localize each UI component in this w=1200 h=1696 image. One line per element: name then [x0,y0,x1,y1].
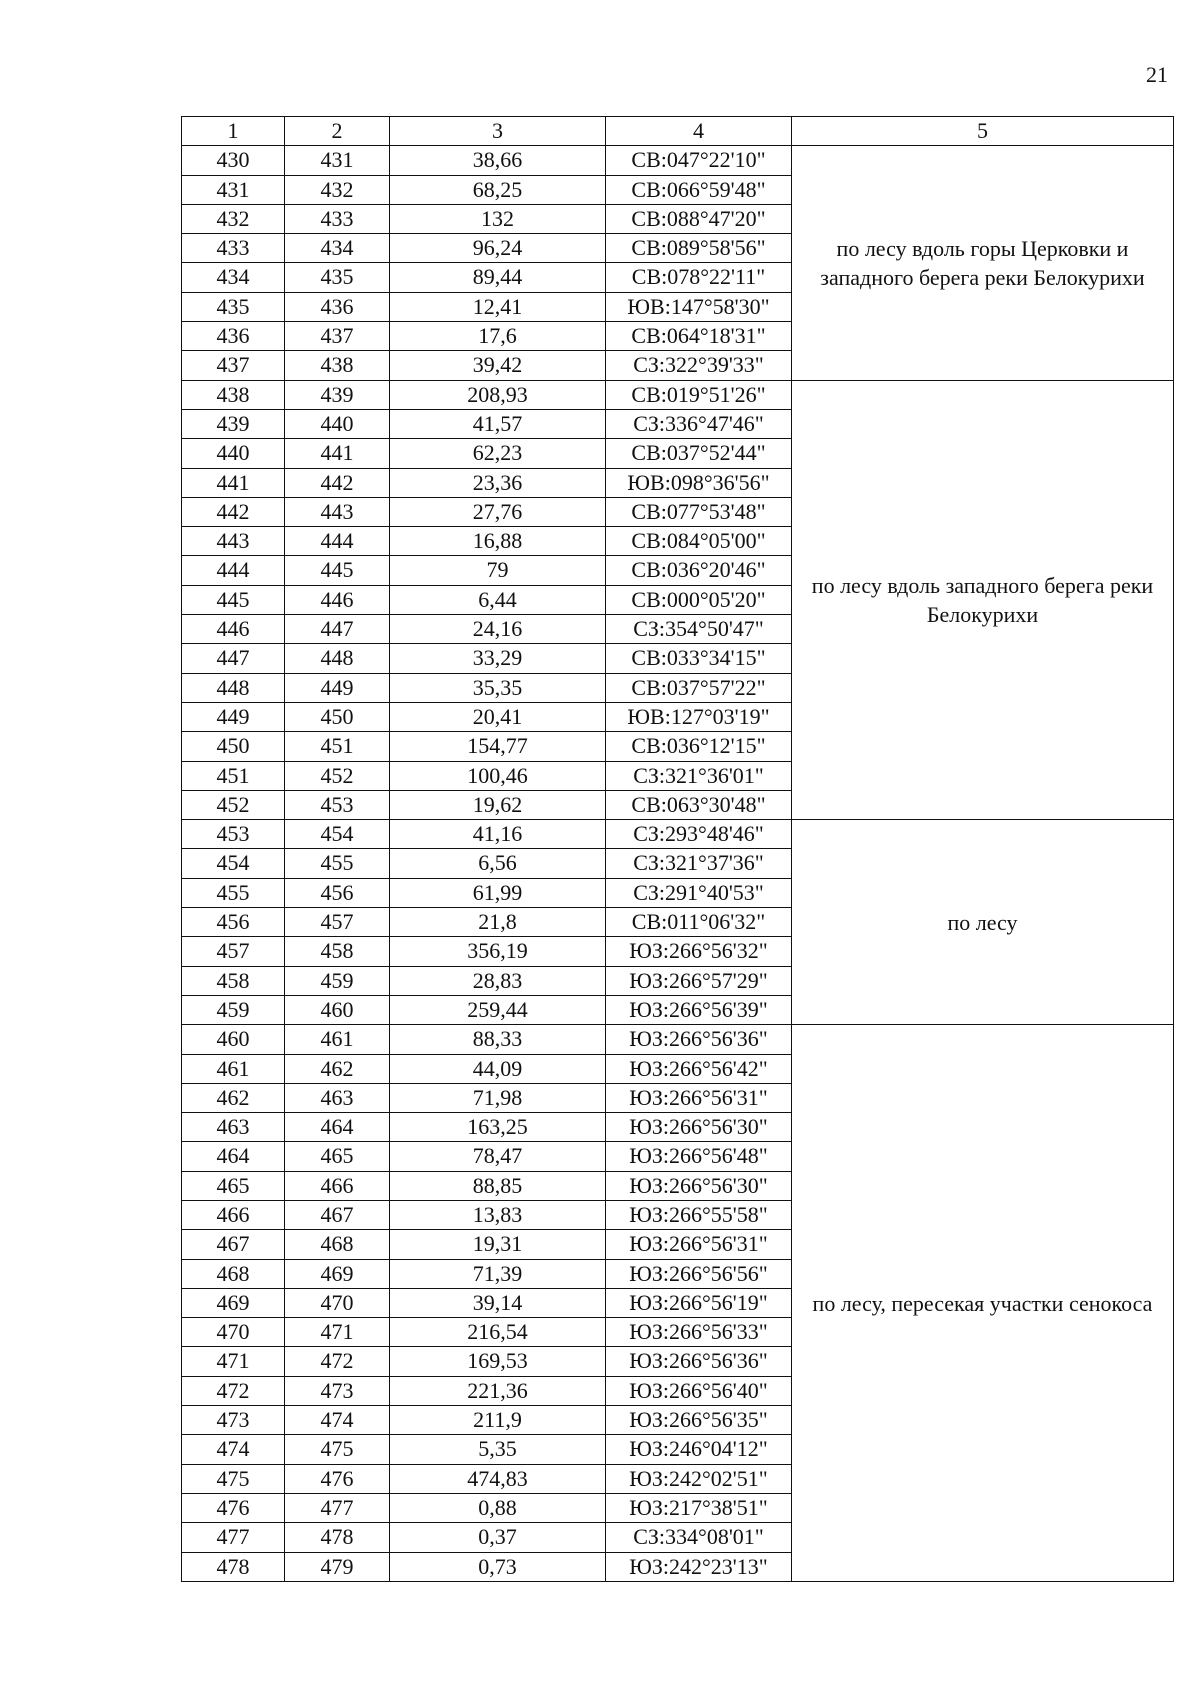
to-point-cell: 460 [285,995,390,1024]
header-col-5: 5 [792,117,1174,146]
to-point-cell: 436 [285,292,390,321]
to-point-cell: 474 [285,1406,390,1435]
distance-cell: 0,88 [390,1493,606,1522]
distance-cell: 88,85 [390,1171,606,1200]
from-point-cell: 455 [182,878,285,907]
to-point-cell: 450 [285,702,390,731]
from-point-cell: 452 [182,790,285,819]
to-point-cell: 456 [285,878,390,907]
distance-cell: 0,37 [390,1523,606,1552]
distance-cell: 79 [390,556,606,585]
bearing-cell: ЮЗ:266°57'29" [606,966,792,995]
table-row [182,380,1174,409]
distance-cell: 0,73 [390,1552,606,1581]
bearing-cell: СЗ:293°48'46" [606,820,792,849]
bearing-cell: ЮЗ:266°56'56" [606,1259,792,1288]
from-point-cell: 462 [182,1083,285,1112]
distance-cell: 6,44 [390,585,606,614]
distance-cell: 259,44 [390,995,606,1024]
to-point-cell: 443 [285,497,390,526]
distance-cell: 169,53 [390,1347,606,1376]
to-point-cell: 445 [285,556,390,585]
distance-cell: 71,39 [390,1259,606,1288]
to-point-cell: 452 [285,761,390,790]
bearing-cell: ЮЗ:246°04'12" [606,1435,792,1464]
bearing-cell: СВ:037°52'44" [606,439,792,468]
to-point-cell: 449 [285,673,390,702]
distance-cell: 19,62 [390,790,606,819]
distance-cell: 23,36 [390,468,606,497]
to-point-cell: 439 [285,380,390,409]
to-point-cell: 457 [285,908,390,937]
to-point-cell: 462 [285,1054,390,1083]
from-point-cell: 460 [182,1025,285,1054]
from-point-cell: 433 [182,234,285,263]
distance-cell: 35,35 [390,673,606,702]
from-point-cell: 471 [182,1347,285,1376]
distance-cell: 41,16 [390,820,606,849]
from-point-cell: 456 [182,908,285,937]
route-description-cell: по лесу вдоль горы Церковки и западного берега реки Белокурихи [792,146,1174,380]
distance-cell: 6,56 [390,849,606,878]
from-point-cell: 463 [182,1113,285,1142]
from-point-cell: 473 [182,1406,285,1435]
from-point-cell: 435 [182,292,285,321]
bearing-cell: СВ:047°22'10" [606,146,792,175]
from-point-cell: 467 [182,1230,285,1259]
bearing-cell: СВ:084°05'00" [606,527,792,556]
from-point-cell: 457 [182,937,285,966]
from-point-cell: 453 [182,820,285,849]
distance-cell: 28,83 [390,966,606,995]
distance-cell: 19,31 [390,1230,606,1259]
from-point-cell: 443 [182,527,285,556]
bearing-cell: ЮЗ:266°56'36" [606,1347,792,1376]
distance-cell: 38,66 [390,146,606,175]
bearing-cell: ЮЗ:217°38'51" [606,1493,792,1522]
distance-cell: 356,19 [390,937,606,966]
bearing-cell: ЮЗ:266°56'32" [606,937,792,966]
bearing-cell: ЮЗ:266°56'48" [606,1142,792,1171]
distance-cell: 88,33 [390,1025,606,1054]
bearing-cell: СЗ:321°36'01" [606,761,792,790]
distance-cell: 61,99 [390,878,606,907]
distance-cell: 163,25 [390,1113,606,1142]
to-point-cell: 432 [285,175,390,204]
distance-cell: 44,09 [390,1054,606,1083]
to-point-cell: 453 [285,790,390,819]
bearing-cell: ЮЗ:266°56'40" [606,1376,792,1405]
from-point-cell: 449 [182,702,285,731]
bearing-cell: ЮЗ:242°02'51" [606,1464,792,1493]
distance-cell: 41,57 [390,409,606,438]
to-point-cell: 455 [285,849,390,878]
to-point-cell: 451 [285,732,390,761]
to-point-cell: 437 [285,322,390,351]
to-point-cell: 461 [285,1025,390,1054]
boundary-table [181,116,1174,1582]
to-point-cell: 458 [285,937,390,966]
page-number: 21 [1146,62,1168,87]
from-point-cell: 432 [182,204,285,233]
to-point-cell: 447 [285,615,390,644]
to-point-cell: 435 [285,263,390,292]
to-point-cell: 448 [285,644,390,673]
from-point-cell: 451 [182,761,285,790]
header-col-2: 2 [285,117,390,146]
distance-cell: 132 [390,204,606,233]
from-point-cell: 464 [182,1142,285,1171]
from-point-cell: 434 [182,263,285,292]
bearing-cell: СВ:000°05'20" [606,585,792,614]
from-point-cell: 472 [182,1376,285,1405]
to-point-cell: 465 [285,1142,390,1171]
from-point-cell: 440 [182,439,285,468]
to-point-cell: 440 [285,409,390,438]
distance-cell: 20,41 [390,702,606,731]
distance-cell: 27,76 [390,497,606,526]
bearing-cell: ЮЗ:266°56'39" [606,995,792,1024]
bearing-cell: СЗ:322°39'33" [606,351,792,380]
to-point-cell: 454 [285,820,390,849]
bearing-cell: ЮВ:147°58'30" [606,292,792,321]
to-point-cell: 459 [285,966,390,995]
distance-cell: 13,83 [390,1200,606,1229]
from-point-cell: 447 [182,644,285,673]
distance-cell: 211,9 [390,1406,606,1435]
bearing-cell: СВ:066°59'48" [606,175,792,204]
bearing-cell: ЮЗ:266°56'19" [606,1288,792,1317]
to-point-cell: 446 [285,585,390,614]
from-point-cell: 448 [182,673,285,702]
from-point-cell: 459 [182,995,285,1024]
distance-cell: 5,35 [390,1435,606,1464]
bearing-cell: СЗ:336°47'46" [606,409,792,438]
to-point-cell: 433 [285,204,390,233]
distance-cell: 62,23 [390,439,606,468]
to-point-cell: 442 [285,468,390,497]
from-point-cell: 461 [182,1054,285,1083]
from-point-cell: 442 [182,497,285,526]
to-point-cell: 470 [285,1288,390,1317]
distance-cell: 96,24 [390,234,606,263]
from-point-cell: 436 [182,322,285,351]
distance-cell: 24,16 [390,615,606,644]
from-point-cell: 474 [182,1435,285,1464]
bearing-cell: СВ:063°30'48" [606,790,792,819]
distance-cell: 474,83 [390,1464,606,1493]
to-point-cell: 479 [285,1552,390,1581]
to-point-cell: 431 [285,146,390,175]
bearing-cell: СВ:011°06'32" [606,908,792,937]
bearing-cell: СВ:037°57'22" [606,673,792,702]
from-point-cell: 437 [182,351,285,380]
from-point-cell: 466 [182,1200,285,1229]
from-point-cell: 445 [182,585,285,614]
bearing-cell: ЮЗ:266°56'35" [606,1406,792,1435]
bearing-cell: СВ:064°18'31" [606,322,792,351]
distance-cell: 100,46 [390,761,606,790]
bearing-cell: СВ:036°12'15" [606,732,792,761]
bearing-cell: ЮВ:127°03'19" [606,702,792,731]
from-point-cell: 454 [182,849,285,878]
distance-cell: 39,14 [390,1288,606,1317]
to-point-cell: 476 [285,1464,390,1493]
to-point-cell: 473 [285,1376,390,1405]
bearing-cell: СЗ:334°08'01" [606,1523,792,1552]
to-point-cell: 466 [285,1171,390,1200]
distance-cell: 78,47 [390,1142,606,1171]
bearing-cell: ЮЗ:266°56'30" [606,1171,792,1200]
to-point-cell: 467 [285,1200,390,1229]
from-point-cell: 470 [182,1318,285,1347]
from-point-cell: 476 [182,1493,285,1522]
bearing-cell: ЮЗ:242°23'13" [606,1552,792,1581]
bearing-cell: СВ:078°22'11" [606,263,792,292]
to-point-cell: 475 [285,1435,390,1464]
from-point-cell: 430 [182,146,285,175]
from-point-cell: 465 [182,1171,285,1200]
distance-cell: 68,25 [390,175,606,204]
bearing-cell: ЮВ:098°36'56" [606,468,792,497]
bearing-cell: СВ:089°58'56" [606,234,792,263]
from-point-cell: 431 [182,175,285,204]
table-row [182,146,1174,175]
distance-cell: 39,42 [390,351,606,380]
header-col-4: 4 [606,117,792,146]
table-row [182,820,1174,849]
to-point-cell: 472 [285,1347,390,1376]
bearing-cell: СВ:019°51'26" [606,380,792,409]
from-point-cell: 439 [182,409,285,438]
to-point-cell: 438 [285,351,390,380]
distance-cell: 16,88 [390,527,606,556]
to-point-cell: 463 [285,1083,390,1112]
from-point-cell: 469 [182,1288,285,1317]
to-point-cell: 441 [285,439,390,468]
to-point-cell: 468 [285,1230,390,1259]
bearing-cell: СВ:088°47'20" [606,204,792,233]
from-point-cell: 446 [182,615,285,644]
distance-cell: 33,29 [390,644,606,673]
to-point-cell: 471 [285,1318,390,1347]
distance-cell: 71,98 [390,1083,606,1112]
table-header-row [182,117,1174,146]
to-point-cell: 464 [285,1113,390,1142]
from-point-cell: 477 [182,1523,285,1552]
bearing-cell: СВ:033°34'15" [606,644,792,673]
to-point-cell: 469 [285,1259,390,1288]
bearing-cell: ЮЗ:266°56'31" [606,1230,792,1259]
from-point-cell: 438 [182,380,285,409]
bearing-cell: ЮЗ:266°56'36" [606,1025,792,1054]
bearing-cell: СВ:036°20'46" [606,556,792,585]
distance-cell: 89,44 [390,263,606,292]
from-point-cell: 450 [182,732,285,761]
header-col-3: 3 [390,117,606,146]
bearing-cell: СВ:077°53'48" [606,497,792,526]
table-body [182,146,1174,1582]
route-description-cell: по лесу вдоль западного берега реки Белокурихи [792,380,1174,819]
route-description-cell: по лесу [792,820,1174,1025]
bearing-cell: ЮЗ:266°56'42" [606,1054,792,1083]
to-point-cell: 477 [285,1493,390,1522]
bearing-cell: СЗ:321°37'36" [606,849,792,878]
from-point-cell: 468 [182,1259,285,1288]
bearing-cell: ЮЗ:266°55'58" [606,1200,792,1229]
from-point-cell: 441 [182,468,285,497]
bearing-cell: ЮЗ:266°56'33" [606,1318,792,1347]
route-description-cell: по лесу, пересекая участки сенокоса [792,1025,1174,1582]
from-point-cell: 444 [182,556,285,585]
bearing-cell: СЗ:291°40'53" [606,878,792,907]
bearing-cell: СЗ:354°50'47" [606,615,792,644]
distance-cell: 216,54 [390,1318,606,1347]
bearing-cell: ЮЗ:266°56'31" [606,1083,792,1112]
to-point-cell: 478 [285,1523,390,1552]
table-row [182,1025,1174,1054]
bearing-cell: ЮЗ:266°56'30" [606,1113,792,1142]
from-point-cell: 475 [182,1464,285,1493]
distance-cell: 154,77 [390,732,606,761]
distance-cell: 12,41 [390,292,606,321]
distance-cell: 21,8 [390,908,606,937]
distance-cell: 17,6 [390,322,606,351]
header-col-1: 1 [182,117,285,146]
distance-cell: 221,36 [390,1376,606,1405]
from-point-cell: 458 [182,966,285,995]
to-point-cell: 434 [285,234,390,263]
distance-cell: 208,93 [390,380,606,409]
to-point-cell: 444 [285,527,390,556]
from-point-cell: 478 [182,1552,285,1581]
